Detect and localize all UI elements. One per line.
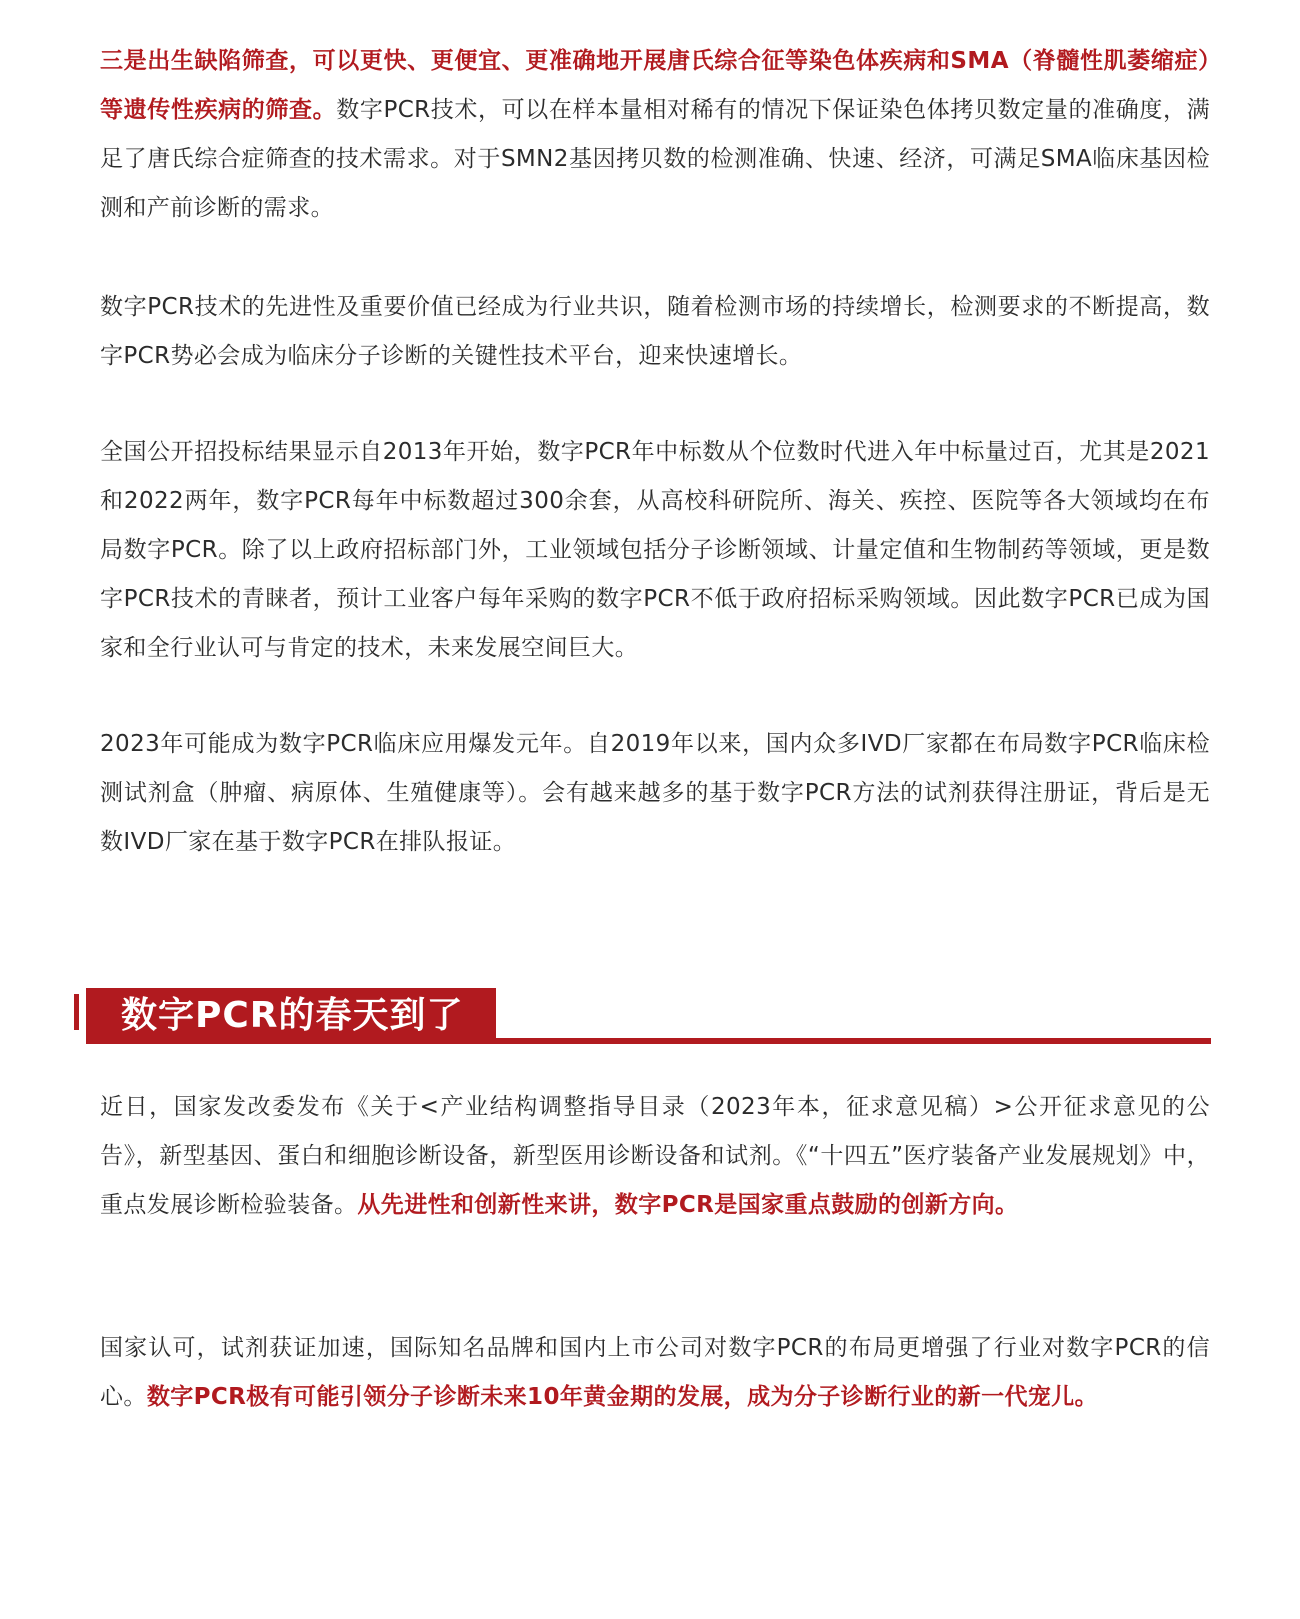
body-text: 2023年可能成为数字PCR临床应用爆发元年。自2019年以来，国内众多IVD厂家都在布局数字PCR临床检测试剂盒（肿瘤、病原体、生殖健康等）。会有越来越多的基于数字PCR方法的试剂获得注册证，背后是无数IVD厂家在基于数字PCR在排队报证。 <box>100 731 1210 855</box>
body-text: 近日，国家发改委发布《关于<产业结构调整指导目录（2023年本，征求意见稿）>公开征求意见的公告》，新型基因、蛋白和细胞诊断设备，新型医用诊断设备和试剂。《“十四五”医疗装备产业发展规划》中，重点发展诊断检验装备。 <box>100 1094 1210 1218</box>
body-text: 国家认可，试剂获证加速，国际知名品牌和国内上市公司对数字PCR的布局更增强了行业对数字PCR的信心。 <box>100 1335 1210 1410</box>
highlight-text: 数字PCR极有可能引领分子诊断未来10年黄金期的发展，成为分子诊断行业的新一代宠儿。 <box>146 1384 1099 1410</box>
highlight-text: 三是出生缺陷筛查，可以更快、更便宜、更准确地开展唐氏综合征等染色体疾病和SMA（脊髓性肌萎缩症）等遗传性疾病的筛查。 <box>100 48 1210 123</box>
body-text: 全国公开招投标结果显示自2013年开始，数字PCR年中标数从个位数时代进入年中标量过百，尤其是2021和2022两年，数字PCR每年中标数超过300余套，从高校科研院所、海关、疾控、医院等各大领域均在布局数字PCR。除了以上政府招标部门外，工业领域包括分子诊断领域、计量定值和生物制药等领域，更是数字PCR技术的青睐者，预计工业客户每年采购的数字PCR不低于政府招标采购领域。因此数字PCR已成为国家和全行业认可与肯定的技术，未来发展空间巨大。 <box>100 439 1210 661</box>
section-header <box>74 988 1211 1048</box>
highlight-text: 从先进性和创新性来讲，数字PCR是国家重点鼓励的创新方向。 <box>357 1192 1019 1218</box>
section-title: 数字PCR的春天到了 <box>121 995 464 1036</box>
section-divider <box>86 1038 1211 1044</box>
body-text: 数字PCR技术，可以在样本量相对稀有的情况下保证染色体拷贝数定量的准确度，满足了唐氏综合症筛查的技术需求。对于SMN2基因拷贝数的检测准确、快速、经济，可满足SMA临床基因检测和产前诊断的需求。 <box>100 97 1210 221</box>
paragraph-tender-results <box>100 428 1210 673</box>
paragraph-clinical-2023 <box>100 720 1210 867</box>
section-title-box <box>86 988 496 1044</box>
paragraph-birth-defect-screening <box>100 37 1210 233</box>
body-text: 数字PCR技术的先进性及重要价值已经成为行业共识，随着检测市场的持续增长，检测要求的不断提高，数字PCR势必会成为临床分子诊断的关键性技术平台，迎来快速增长。 <box>100 294 1210 369</box>
section-marker <box>74 994 79 1030</box>
paragraph-policy-support <box>100 1083 1210 1230</box>
paragraph-confidence <box>100 1324 1210 1422</box>
paragraph-industry-consensus <box>100 283 1210 381</box>
